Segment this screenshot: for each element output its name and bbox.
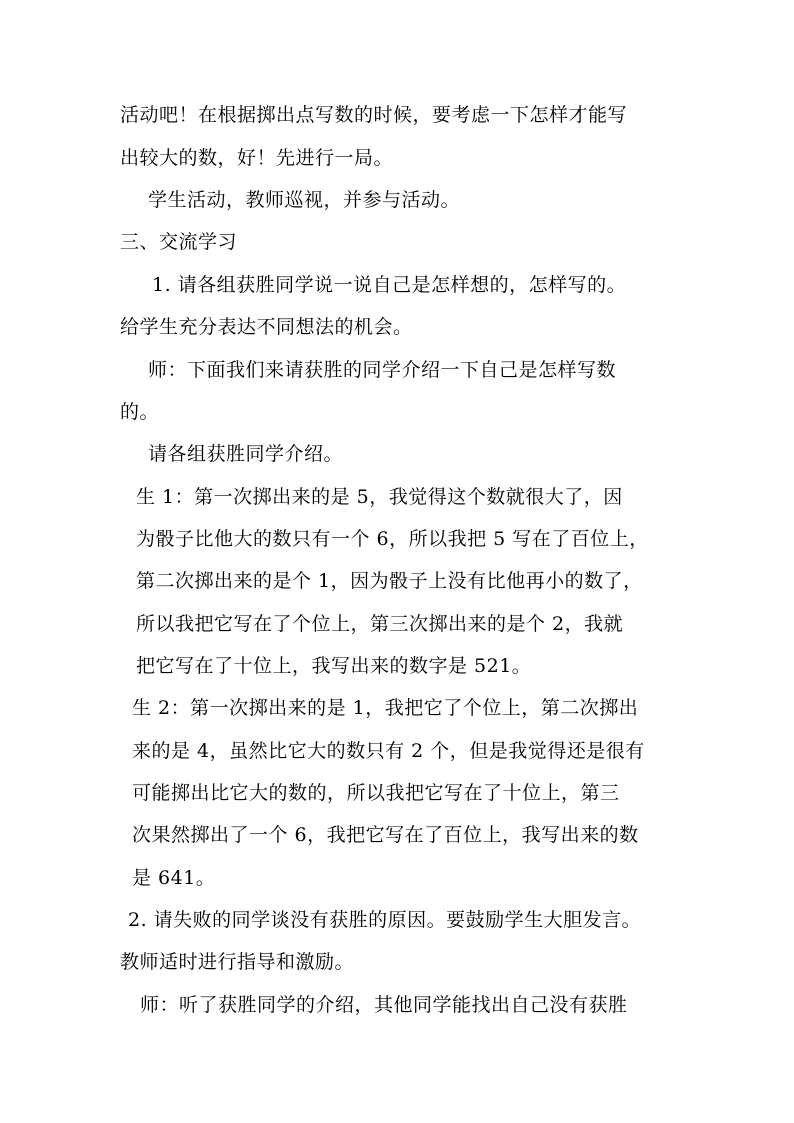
text-line-13: 所以我把它写在了个位上，第三次掷出来的是个 2，我就 [136,613,624,635]
text-line-9: 请各组获胜同学介绍。 [148,443,344,465]
text-line-10: 生 1：第一次掷出来的是 5，我觉得这个数就很大了，因 [136,486,623,508]
text-line-14: 把它写在了十位上，我写出来的数字是 521。 [136,655,532,677]
text-line-3: 学生活动，教师巡视，并参与活动。 [148,189,461,211]
text-line-6: 给学生充分表达不同想法的机会。 [120,316,413,338]
text-line-1: 活动吧！在根据掷出点写数的时候，要考虑一下怎样才能写 [120,104,628,126]
text-line-16: 来的是 4，虽然比它大的数只有 2 个，但是我觉得还是很有 [132,740,645,762]
text-line-22: 师：听了获胜同学的介绍，其他同学能找出自己没有获胜 [140,994,628,1016]
text-line-19: 是 641。 [132,867,216,889]
text-line-21: 教师适时进行指导和激励。 [120,951,355,973]
text-line-18: 次果然掷出了一个 6，我把它写在了百位上，我写出来的数 [132,824,639,846]
text-line-2: 出较大的数，好！先进行一局。 [120,147,394,169]
text-line-12: 第二次掷出来的是个 1，因为骰子上没有比他再小的数了， [136,570,643,592]
text-line-5: 1. 请各组获胜同学说一说自己是怎样想的，怎样写的。 [152,274,627,296]
text-line-17: 可能掷出比它大的数的，所以我把它写在了十位上，第三 [132,782,620,804]
text-line-8: 的。 [120,401,160,423]
text-line-11: 为骰子比他大的数只有一个 6，所以我把 5 写在了百位上， [136,528,649,550]
text-line-7: 师：下面我们来请获胜的同学介绍一下自己是怎样写数 [148,359,617,381]
text-line-15: 生 2：第一次掷出来的是 1，我把它了个位上，第二次掷出 [132,697,639,719]
section-heading: 三、交流学习 [120,231,238,253]
text-line-20: 2. 请失败的同学谈没有获胜的原因。要鼓励学生大胆发言。 [128,909,642,931]
